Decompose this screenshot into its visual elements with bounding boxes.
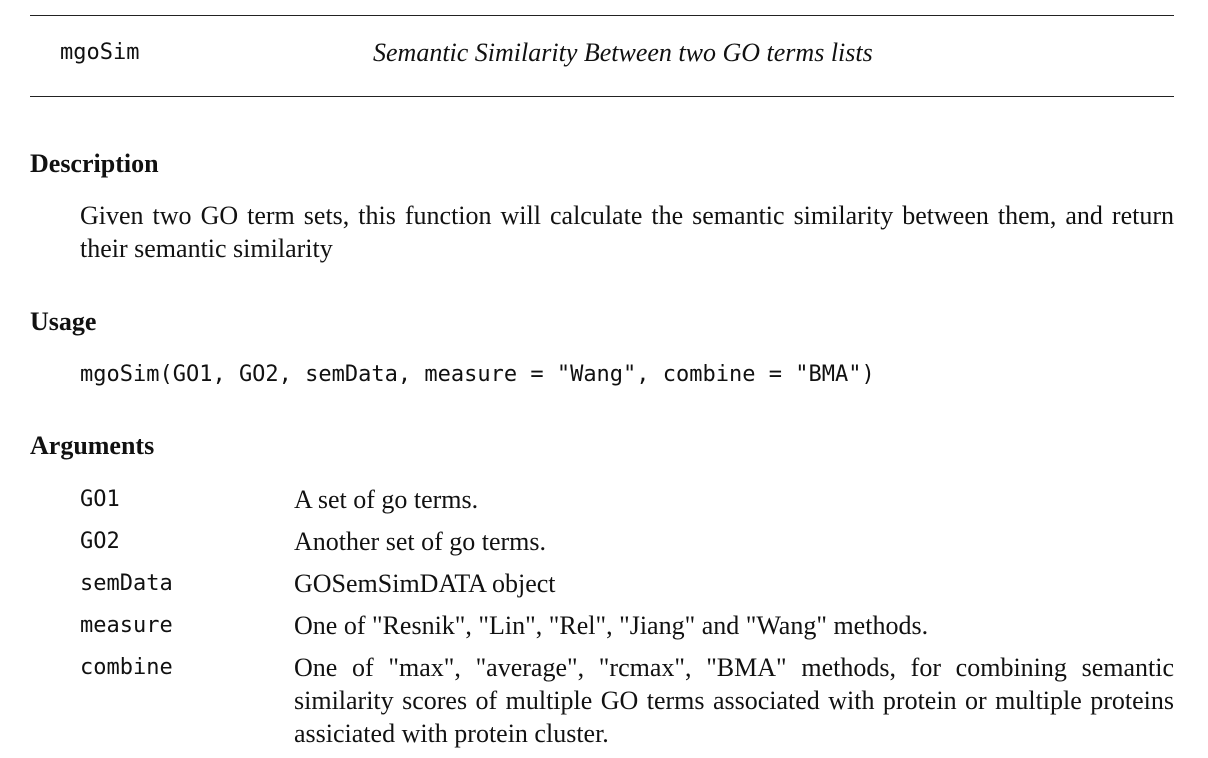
argument-description: Another set of go terms. <box>294 527 547 556</box>
argument-description: GOSemSimDATA object <box>294 569 556 598</box>
header-function-name: mgoSim <box>60 40 140 65</box>
argument-name: measure <box>80 613 173 638</box>
argument-description: A set of go terms. <box>294 485 479 514</box>
argument-name: GO1 <box>80 487 120 512</box>
header-title: Semantic Similarity Between two GO terms lists <box>373 38 873 67</box>
usage-code: mgoSim(GO1, GO2, semData, measure = "Wang", combine = "BMA") <box>80 362 875 387</box>
header-bottom-rule <box>30 96 1174 97</box>
argument-name: combine <box>80 655 173 680</box>
description-text: Given two GO term sets, this function will calculate the semantic similarity between them, and return their semantic similarity <box>80 201 1174 263</box>
usage-heading: Usage <box>30 307 97 336</box>
argument-description: One of "max", "average", "rcmax", "BMA" methods, for combining semantic similarity scores of multiple GO terms associated with protein or multiple proteins assiciated with protein cluster. <box>294 653 1174 748</box>
argument-name: semData <box>80 571 173 596</box>
arguments-heading: Arguments <box>30 431 155 460</box>
argument-name: GO2 <box>80 529 120 554</box>
header-top-rule <box>30 15 1174 16</box>
description-heading: Description <box>30 149 159 178</box>
argument-description: One of "Resnik", "Lin", "Rel", "Jiang" and "Wang" methods. <box>294 611 929 640</box>
